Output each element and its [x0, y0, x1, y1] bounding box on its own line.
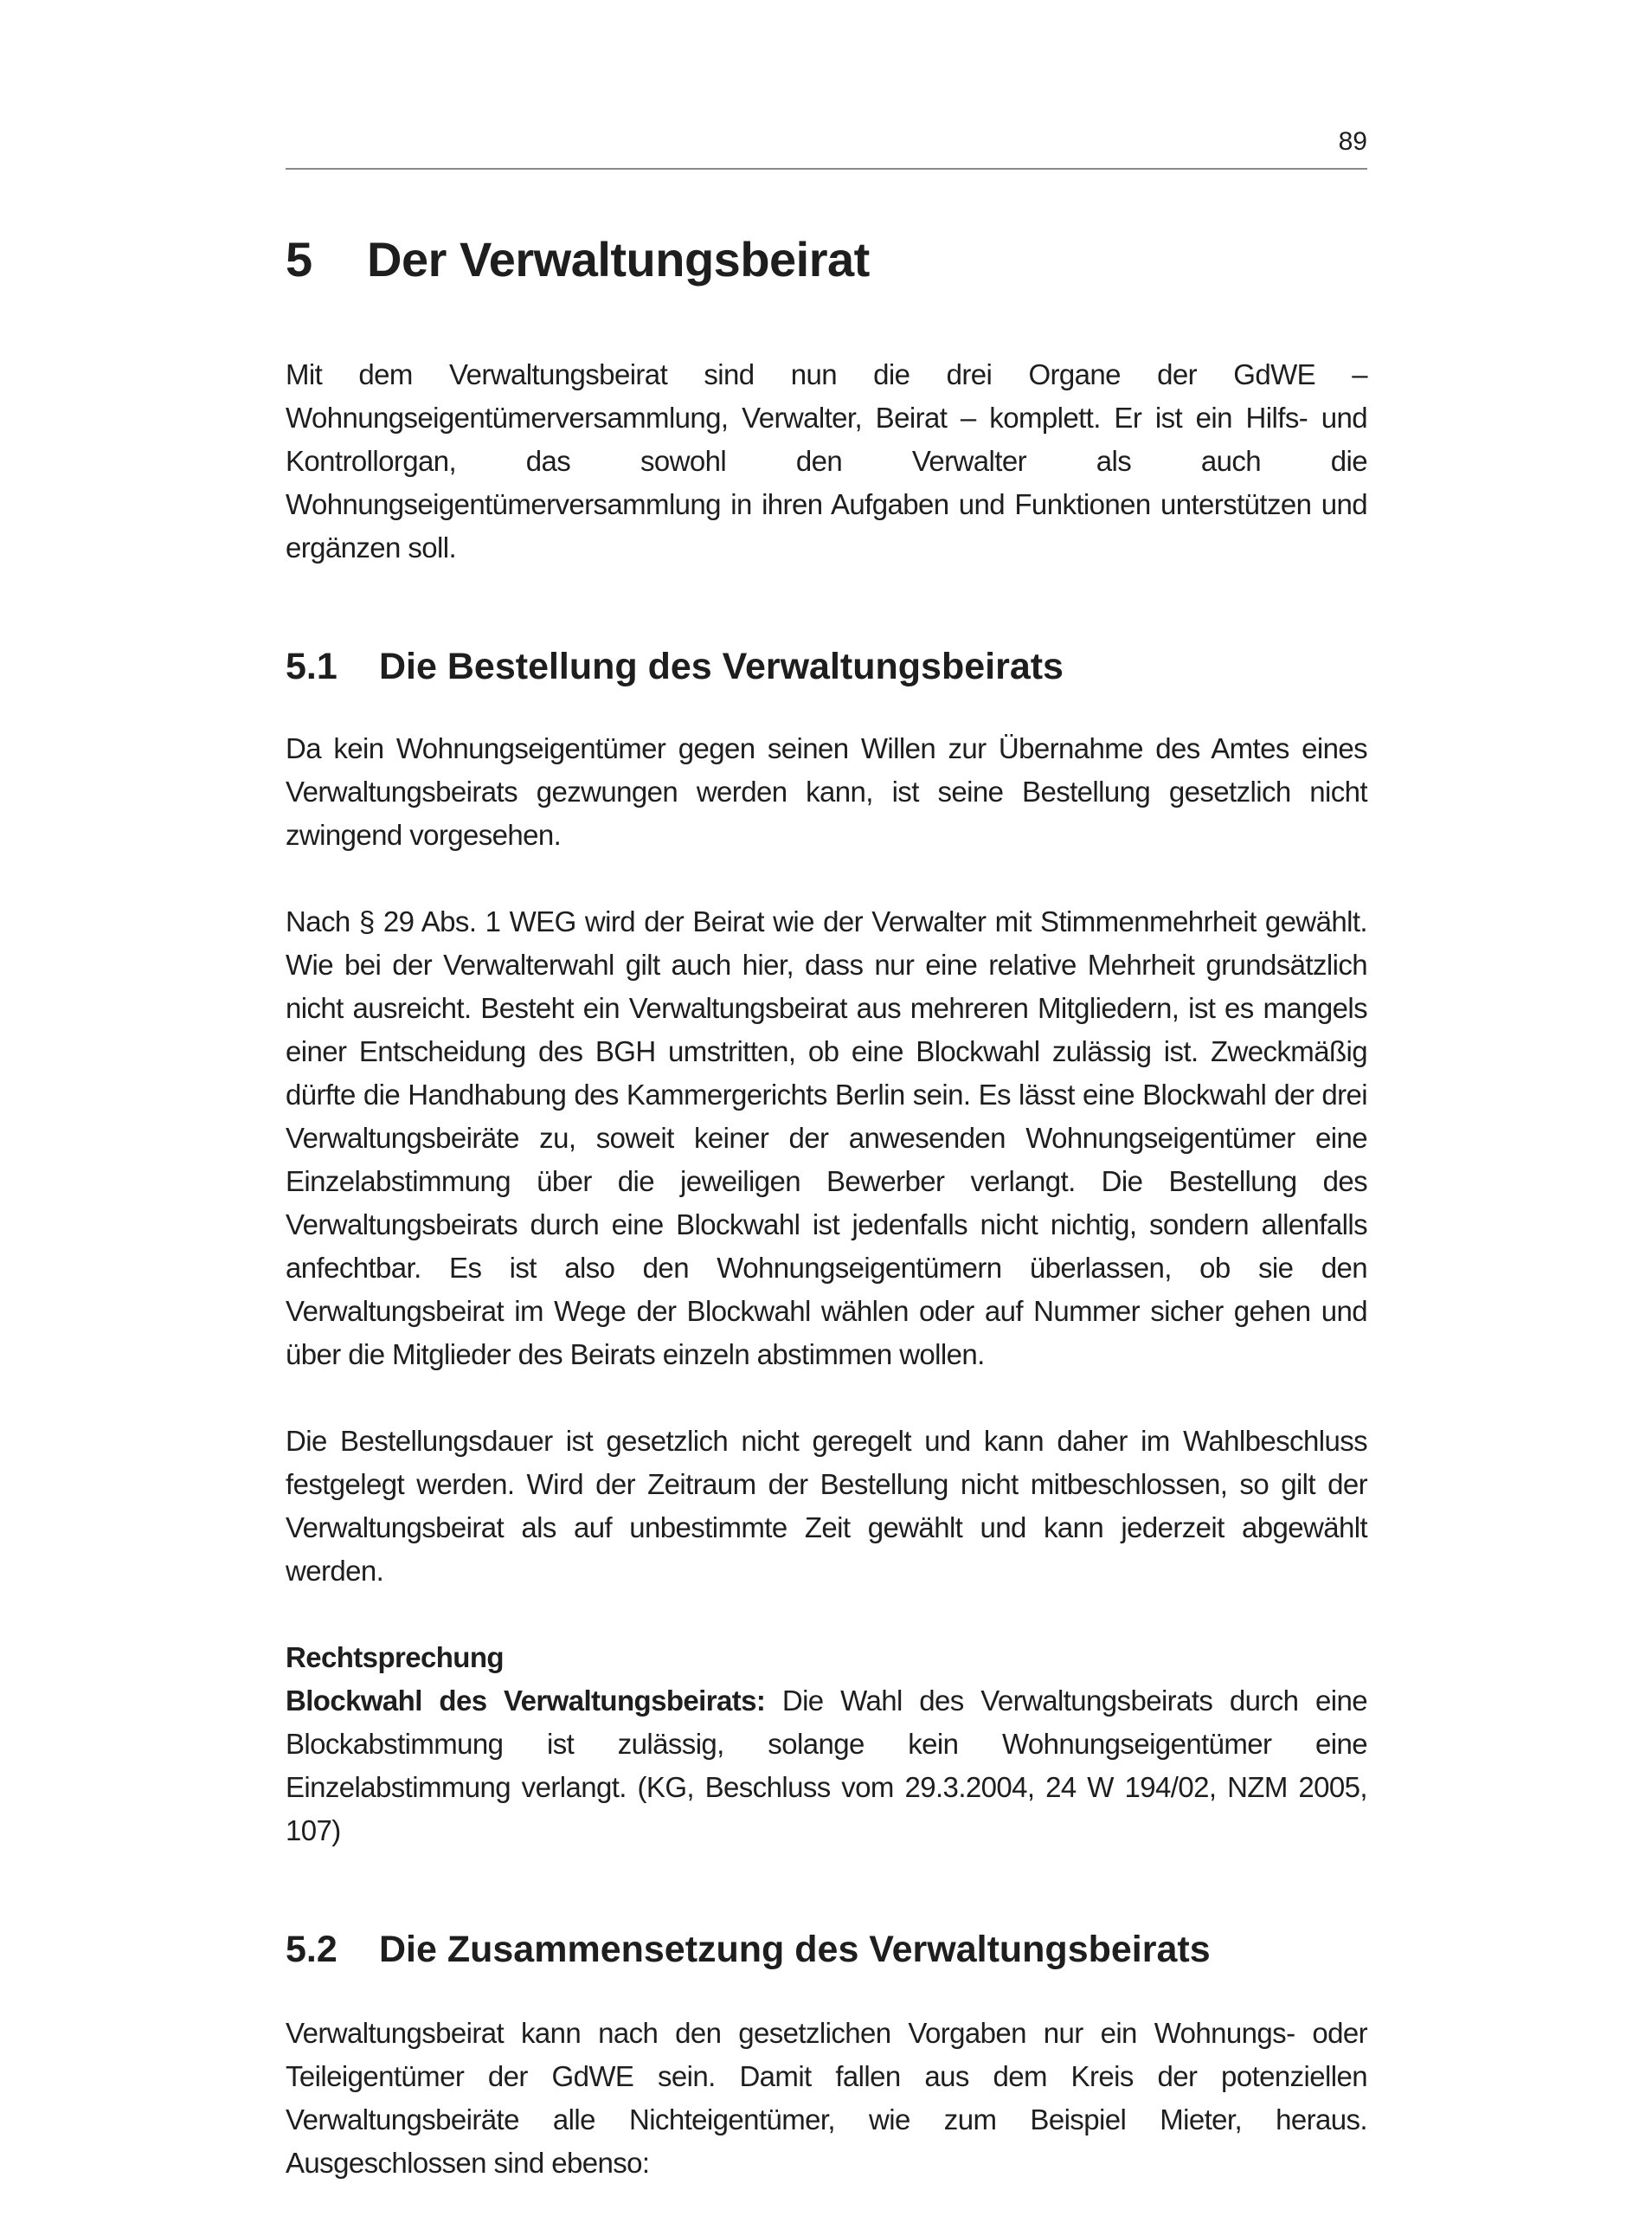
case-law-paragraph — [286, 1679, 1367, 1852]
section-title: Die Zusammensetzung des Verwaltungsbeirats — [379, 1929, 1211, 1970]
header-rule — [286, 168, 1367, 170]
case-law-box — [286, 1636, 1367, 1852]
chapter-intro-paragraph: Mit dem Verwaltungsbeirat sind nun die drei Organe der GdWE – Wohnungseigentümerversammlung, Verwalter, Beirat – komplett. Er ist ein Hilfs- und Kontrollorgan, das sowohl den Verwalter als auch die Wohnungseigentümerversammlung in ihren Aufgaben und Funktionen unterstützen und ergänzen soll. — [286, 358, 1367, 564]
chapter-heading — [286, 225, 1367, 294]
case-law-label: Blockwahl des Verwaltungsbeirats: — [286, 1685, 766, 1717]
section-heading-5-1 — [286, 641, 1367, 692]
page-content — [286, 216, 1367, 2185]
case-law-heading — [286, 1636, 1367, 1679]
paragraph: Verwaltungsbeirat kann nach den gesetzlichen Vorgaben nur ein Wohnungs- oder Teileigentümer der GdWE sein. Damit fallen aus dem Kreis der potenziellen Verwaltungsbeiräte alle Nichteigentümer, wie zum Beispiel Mieter, heraus. Ausgeschlossen sind ebenso: — [286, 2017, 1367, 2179]
case-law-text: Die Wahl des Verwaltungsbeirats durch eine Blockabstimmung ist zulässig, solange kein Wohnungseigentümer eine Einzelabstimmung verlangt. (KG, Beschluss vom 29.3.2004, 24 W 194/02, NZM 2005, 107) — [286, 1685, 1368, 1846]
section-title: Die Bestellung des Verwaltungsbeirats — [379, 646, 1064, 687]
chapter-title: Der Verwaltungsbeirat — [367, 232, 870, 287]
paragraph: Nach § 29 Abs. 1 WEG wird der Beirat wie der Verwalter mit Stimmenmehrheit gewählt. Wie bei der Verwalterwahl gilt auch hier, dass nur eine relative Mehrheit grundsätzlich nicht ausreicht. Besteht ein Verwaltungsbeirat aus mehreren Mitgliedern, ist es mangels einer Entscheidung des BGH umstritten, ob eine Blockwahl zulässig ist. Zweckmäßig dürfte die Handhabung des Kammergerichts Berlin sein. Es lässt eine Blockwahl der drei Verwaltungsbeiräte zu, soweit keiner der anwesenden Wohnungseigentümer eine Einzelabstimmung über die jeweiligen Bewerber verlangt. Die Bestellung des Verwaltungsbeirats durch eine Blockwahl ist jedenfalls nicht nichtig, sondern allenfalls anfechtbar. Es ist also den Wohnungseigentümern überlassen, ob sie den Verwaltungsbeirat im Wege der Blockwahl wählen oder auf Nummer sicher gehen und über die Mitglieder des Beirats einzeln abstimmen wollen. — [286, 905, 1367, 1370]
page-number: 89 — [1338, 127, 1367, 156]
paragraph: Da kein Wohnungseigentümer gegen seinen Willen zur Übernahme des Amtes eines Verwaltungsbeirats gezwungen werden kann, ist seine Bestellung gesetzlich nicht zwingend vorgesehen. — [286, 732, 1367, 851]
paragraph: Die Bestellungsdauer ist gesetzlich nicht geregelt und kann daher im Wahlbeschluss festgelegt werden. Wird der Zeitraum der Bestellung nicht mitbeschlossen, so gilt der Verwaltungsbeirat als auf unbestimmte Zeit gewählt und kann jederzeit abgewählt werden. — [286, 1425, 1367, 1587]
section-number: 5.2 — [286, 1929, 337, 1970]
chapter-number: 5 — [286, 232, 312, 287]
section-heading-5-2 — [286, 1923, 1367, 1975]
case-law-heading-text: Rechtsprechung — [286, 1641, 504, 1673]
section-number: 5.1 — [286, 646, 337, 687]
